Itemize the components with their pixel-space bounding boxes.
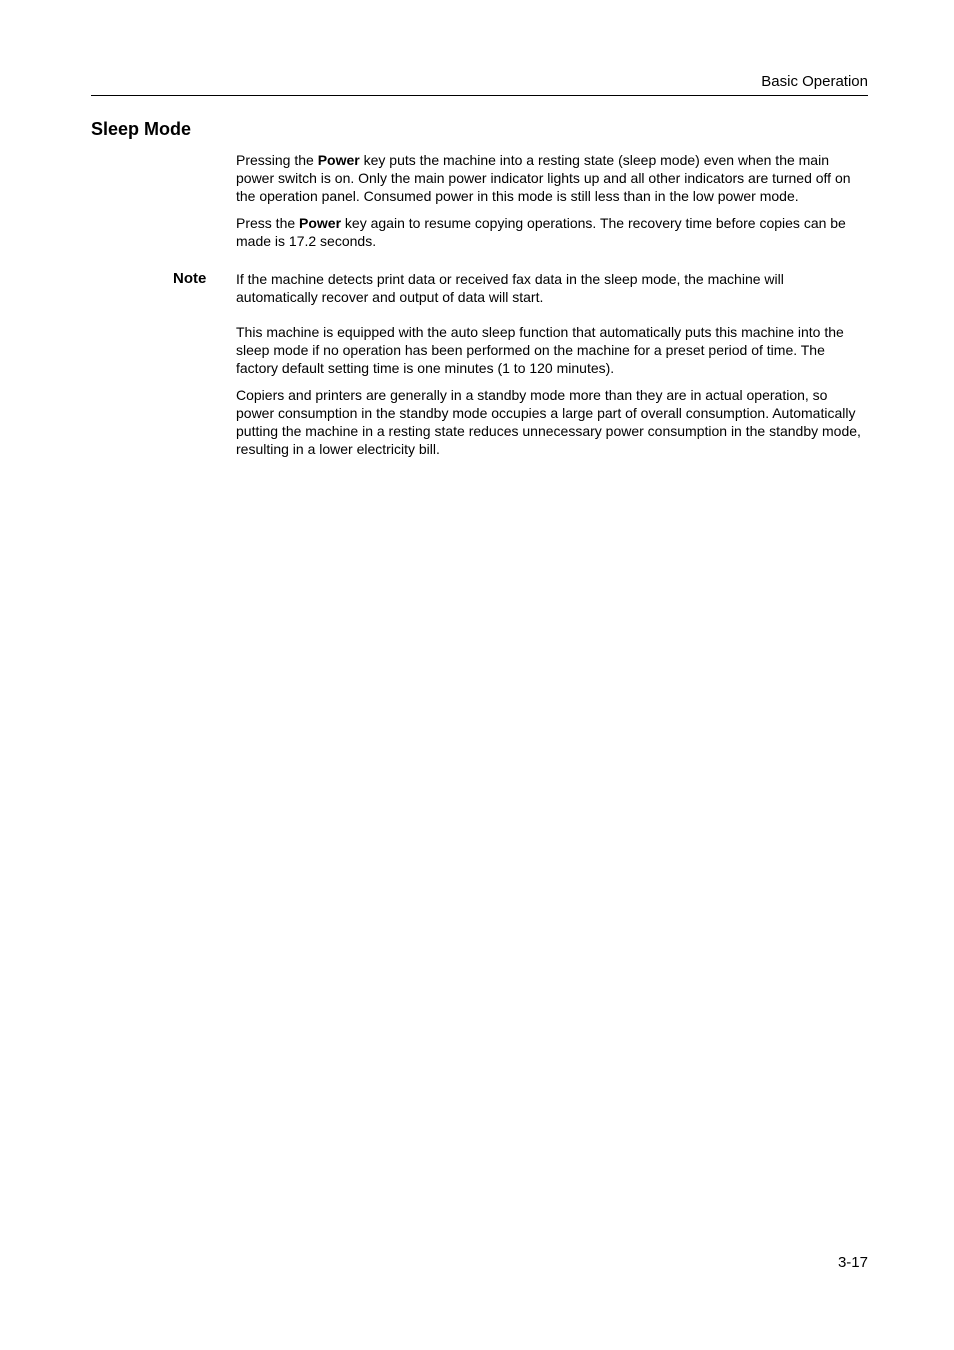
- paragraph-text: Press the: [236, 215, 300, 231]
- note-label: Note: [173, 270, 207, 287]
- paragraph-text: key again to resume copying operations. The recovery time before copies can be made is 17.2 seconds.: [236, 215, 846, 249]
- paragraph-text: Pressing the: [236, 152, 318, 168]
- note-text: If the machine detects print data or received fax data in the sleep mode, the machine will automatically recover and output of data will start.: [236, 271, 784, 305]
- paragraph-auto-sleep: This machine is equipped with the auto sleep function that automatically puts this machine into the sleep mode if no operation has been performed on the machine for a preset period of time. The factory default setting time is one minutes (1 to 120 minutes).: [236, 324, 844, 376]
- paragraph-standby: Copiers and printers are generally in a standby mode more than they are in actual operation, so power consumption in the standby mode occupies a large part of overall consumption. Automatically putting the machine in a resting state reduces unnecessary power consumption in the standby mode, resulting in a lower electricity bill.: [236, 387, 861, 457]
- page-number: 3-17: [837, 1254, 868, 1271]
- paragraph-text: key puts the machine into a resting state (sleep mode) even when the main power switch is on. Only the main power indicator lights up and all other indicators are turned off on the operation panel. Consumed power in this mode is still less than in the low power mode.: [236, 152, 851, 204]
- note-block: [173, 270, 868, 306]
- paragraph-resume: [236, 214, 868, 250]
- power-key-label: Power: [317, 152, 360, 168]
- paragraph-power-key: [236, 151, 868, 205]
- section-title: Sleep Mode: [91, 119, 192, 139]
- power-key-label: Power: [299, 215, 342, 231]
- header-title: Basic Operation: [761, 73, 868, 90]
- page-header: [91, 72, 868, 96]
- section-content: [173, 151, 868, 467]
